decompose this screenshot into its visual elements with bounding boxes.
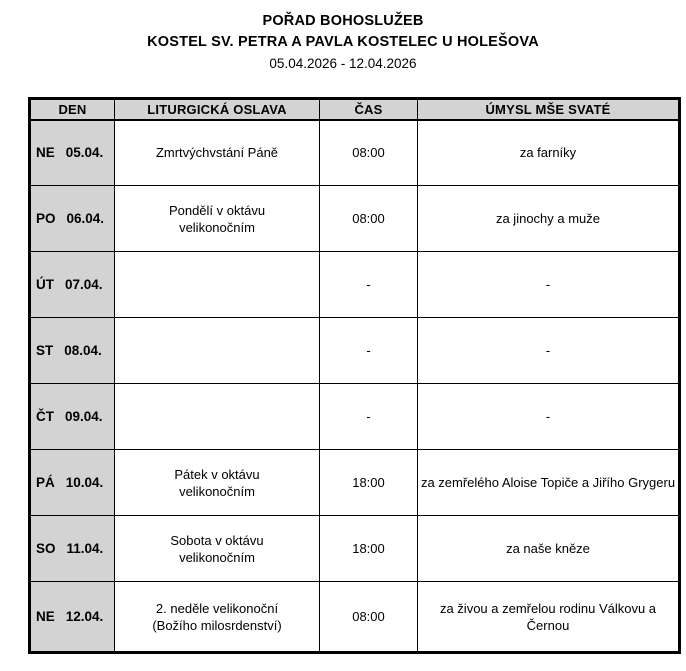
intention-cell: za živou a zemřelou rodinu Válkovu a Černou bbox=[418, 582, 680, 653]
time-cell: 18:00 bbox=[320, 450, 418, 516]
table-row bbox=[30, 120, 680, 186]
day-date: 08.04. bbox=[64, 343, 102, 358]
day-abbr: ČT bbox=[36, 409, 54, 424]
day-cell bbox=[30, 516, 115, 582]
celebration-cell: Pátek v oktávu velikonočním bbox=[115, 450, 320, 516]
time-cell: 08:00 bbox=[320, 120, 418, 186]
day-date: 05.04. bbox=[65, 145, 104, 161]
day-abbr: NE bbox=[36, 145, 55, 161]
celebration-cell: Pondělí v oktávu velikonočním bbox=[115, 186, 320, 252]
church-name: KOSTEL SV. PETRA A PAVLA KOSTELEC U HOLEŠOVA bbox=[147, 34, 539, 50]
day-date: 09.04. bbox=[65, 409, 103, 424]
day-abbr: ST bbox=[36, 343, 54, 358]
table-row bbox=[30, 450, 680, 516]
day-cell bbox=[30, 450, 115, 516]
column-header-liturgicka-oslava: LITURGICKÁ OSLAVA bbox=[115, 99, 320, 120]
intention-cell: za jinochy a muže bbox=[418, 186, 680, 252]
column-header-cas: ČAS bbox=[320, 99, 418, 120]
table-row bbox=[30, 318, 680, 384]
day-date: 10.04. bbox=[65, 475, 104, 490]
day-abbr: PO bbox=[36, 211, 56, 226]
day-date: 07.04. bbox=[65, 277, 103, 292]
date-range: 05.04.2026 - 12.04.2026 bbox=[269, 56, 417, 71]
day-abbr: PÁ bbox=[36, 475, 55, 490]
celebration-cell bbox=[115, 318, 320, 384]
day-date: 12.04. bbox=[65, 609, 104, 624]
intention-cell: - bbox=[418, 384, 680, 450]
table-row bbox=[30, 384, 680, 450]
time-cell: - bbox=[320, 252, 418, 318]
table-row bbox=[30, 252, 680, 318]
intention-cell: za naše kněze bbox=[418, 516, 680, 582]
intention-cell: za zemřelého Aloise Topiče a Jiřího Grygeru bbox=[418, 450, 680, 516]
celebration-cell bbox=[115, 384, 320, 450]
table-row bbox=[30, 516, 680, 582]
day-cell bbox=[30, 120, 115, 186]
celebration-cell: 2. neděle velikonoční (Božího milosrdenství) bbox=[115, 582, 320, 653]
table-row bbox=[30, 186, 680, 252]
intention-cell: - bbox=[418, 318, 680, 384]
day-abbr: ÚT bbox=[36, 277, 54, 292]
day-abbr: SO bbox=[36, 541, 56, 556]
day-cell bbox=[30, 384, 115, 450]
column-header-den: DEN bbox=[30, 99, 115, 120]
day-abbr: NE bbox=[36, 609, 55, 624]
intention-cell: za farníky bbox=[418, 120, 680, 186]
schedule-table-header bbox=[30, 99, 680, 120]
time-cell: 18:00 bbox=[320, 516, 418, 582]
schedule-table-body bbox=[30, 120, 680, 653]
time-cell: 08:00 bbox=[320, 186, 418, 252]
day-cell bbox=[30, 252, 115, 318]
day-date: 11.04. bbox=[66, 541, 104, 556]
day-cell bbox=[30, 582, 115, 653]
celebration-cell: Zmrtvýchvstání Páně bbox=[115, 120, 320, 186]
column-header-umysl: ÚMYSL MŠE SVATÉ bbox=[418, 99, 680, 120]
day-date: 06.04. bbox=[66, 211, 105, 226]
time-cell: 08:00 bbox=[320, 582, 418, 653]
schedule-table bbox=[28, 97, 681, 654]
time-cell: - bbox=[320, 384, 418, 450]
time-cell: - bbox=[320, 318, 418, 384]
page-title: POŘAD BOHOSLUŽEB bbox=[262, 13, 424, 29]
document-header bbox=[0, 0, 686, 74]
celebration-cell bbox=[115, 252, 320, 318]
day-cell bbox=[30, 186, 115, 252]
celebration-cell: Sobota v oktávu velikonočním bbox=[115, 516, 320, 582]
table-row bbox=[30, 582, 680, 653]
intention-cell: - bbox=[418, 252, 680, 318]
header-row bbox=[30, 99, 680, 120]
day-cell bbox=[30, 318, 115, 384]
